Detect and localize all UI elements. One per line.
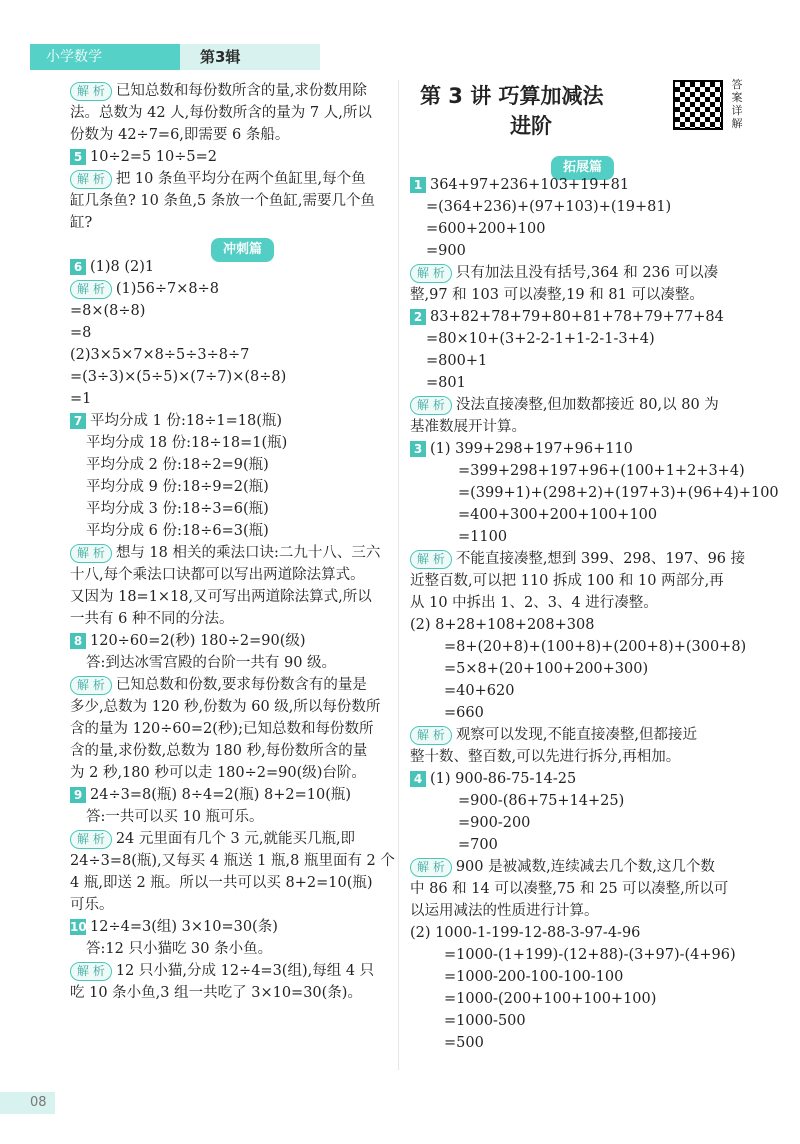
line-text: 中 86 和 14 可以凑整,75 和 25 可以凑整,所以可 xyxy=(410,881,729,897)
text-line xyxy=(410,658,755,680)
line-text: =660 xyxy=(444,705,484,721)
text-line xyxy=(410,966,755,988)
analysis-line xyxy=(70,278,415,300)
line-text: =5×8+(20+100+200+300) xyxy=(444,661,649,677)
text-line xyxy=(70,652,415,674)
problem-number: 9 xyxy=(70,787,86,803)
left-column xyxy=(70,80,415,1004)
text-line xyxy=(410,196,755,218)
line-text: =900 xyxy=(426,243,466,259)
line-text: =500 xyxy=(444,1035,484,1051)
line-text: (2) 8+28+108+208+308 xyxy=(410,617,595,633)
text-line xyxy=(410,812,755,834)
text-line xyxy=(410,944,755,966)
line-text: 从 10 中拆出 1、2、3、4 进行凑整。 xyxy=(410,595,658,611)
problem-line xyxy=(70,146,415,168)
problem-line xyxy=(70,916,415,938)
line-text: (1)8 (2)1 xyxy=(90,259,155,275)
analysis-badge: 解 析 xyxy=(70,82,112,101)
text-line xyxy=(410,702,755,724)
text-line xyxy=(410,218,755,240)
section-heading: 冲刺篇 xyxy=(211,238,274,262)
line-text: 12÷4=3(组) 3×10=30(条) xyxy=(90,919,278,935)
analysis-line xyxy=(410,394,755,416)
text-line xyxy=(410,328,755,350)
line-text: 24÷3=8(瓶),又每买 4 瓶送 1 瓶,8 瓶里面有 2 个 xyxy=(70,853,395,869)
analysis-badge: 解 析 xyxy=(70,544,112,563)
text-line xyxy=(70,894,415,916)
line-text: (2)3×5×7×8÷5÷3÷8÷7 xyxy=(70,347,250,363)
text-line xyxy=(410,350,755,372)
line-text: (1)56÷7×8÷8 xyxy=(115,281,219,297)
line-text: 近整百数,可以把 110 拆成 100 和 10 两部分,再 xyxy=(410,573,724,589)
line-text: 平均分成 2 份:18÷2=9(瓶) xyxy=(86,457,269,473)
line-text: 份数为 42÷7=6,即需要 6 条船。 xyxy=(70,127,290,143)
text-line xyxy=(410,680,755,702)
line-text: =80×10+(3+2-2-1+1-2-1-3+4) xyxy=(426,331,655,347)
line-text: 缸? xyxy=(70,215,93,231)
problem-number: 2 xyxy=(410,309,426,325)
line-text: 吃 10 条小鱼,3 组一共吃了 3×10=30(条)。 xyxy=(70,985,362,1001)
problem-line xyxy=(70,630,415,652)
line-text: 24 元里面有几个 3 元,就能买几瓶,即 xyxy=(115,831,356,847)
line-text: 可乐。 xyxy=(70,897,114,913)
line-text: =1000-(200+100+100+100) xyxy=(444,991,657,1007)
text-line xyxy=(70,454,415,476)
line-text: =900-200 xyxy=(458,815,531,831)
line-text: 10÷2=5 10÷5=2 xyxy=(90,149,218,165)
text-line xyxy=(70,476,415,498)
text-line xyxy=(410,526,755,548)
text-line xyxy=(70,520,415,542)
line-text: 十八,每个乘法口诀都可以写出两道除法算式。 xyxy=(70,567,365,583)
text-line xyxy=(70,432,415,454)
line-text: =40+620 xyxy=(444,683,515,699)
line-text: 83+82+78+79+80+81+78+79+77+84 xyxy=(430,309,724,325)
line-text: 答:到达冰雪宫殿的台阶一共有 90 级。 xyxy=(86,655,337,671)
problem-number: 10 xyxy=(70,920,87,934)
line-text: =900-(86+75+14+25) xyxy=(458,793,625,809)
right-content xyxy=(410,152,779,1054)
text-line xyxy=(410,614,755,636)
line-text: =1000-200-100-100-100 xyxy=(444,969,624,985)
problem-line xyxy=(410,768,755,790)
line-text: 不能直接凑整,想到 399、298、197、96 接 xyxy=(455,551,746,567)
lesson-subtitle: 进阶 xyxy=(510,114,552,138)
problem-line xyxy=(410,174,755,196)
line-text: 缸几条鱼? 10 条鱼,5 条放一个鱼缸,需要几个鱼 xyxy=(70,193,375,209)
analysis-badge: 解 析 xyxy=(410,396,452,415)
text-line xyxy=(410,570,755,592)
problem-number: 4 xyxy=(410,771,426,787)
analysis-line xyxy=(70,960,415,982)
text-line xyxy=(410,372,755,394)
line-text: =800+1 xyxy=(426,353,488,369)
analysis-line xyxy=(410,724,755,746)
text-line xyxy=(70,718,415,740)
right-column xyxy=(410,78,779,1054)
text-line xyxy=(70,872,415,894)
line-text: =(364+236)+(97+103)+(19+81) xyxy=(426,199,672,215)
line-text: 24÷3=8(瓶) 8÷4=2(瓶) 8+2=10(瓶) xyxy=(90,787,352,803)
text-line xyxy=(410,284,755,306)
line-text: =600+200+100 xyxy=(426,221,546,237)
problem-line xyxy=(70,410,415,432)
line-text: =8 xyxy=(70,325,92,341)
line-text: 平均分成 18 份:18÷18=1(瓶) xyxy=(86,435,288,451)
analysis-badge: 解 析 xyxy=(410,858,452,877)
line-text: 900 是被减数,连续减去几个数,这几个数 xyxy=(455,859,715,875)
qr-code-icon[interactable] xyxy=(673,80,723,130)
problem-line xyxy=(70,784,415,806)
line-text: 已知总数和每份数所含的量,求份数用除 xyxy=(115,83,367,99)
text-line xyxy=(70,388,415,410)
line-text: 4 瓶,即送 2 瓶。所以一共可以买 8+2=10(瓶) xyxy=(70,875,373,891)
problem-line xyxy=(410,438,755,460)
text-line xyxy=(70,102,415,124)
line-text: =1 xyxy=(70,391,92,407)
text-line xyxy=(70,190,415,212)
line-text: 基准数展开计算。 xyxy=(410,419,526,435)
analysis-badge: 解 析 xyxy=(410,726,452,745)
line-text: 含的量为 120÷60=2(秒);已知总数和每份数所 xyxy=(70,721,374,737)
text-line xyxy=(410,482,779,504)
text-line xyxy=(70,322,415,344)
problem-number: 1 xyxy=(410,177,426,193)
subject-label: 小学数学 xyxy=(30,44,180,70)
line-text: 想与 18 相关的乘法口诀:二九十八、三六 xyxy=(115,545,381,561)
text-line xyxy=(410,878,755,900)
analysis-line xyxy=(70,828,415,850)
text-line xyxy=(70,806,415,828)
section-heading-row xyxy=(70,234,415,256)
line-text: 多少,总数为 120 秒,份数为 60 级,所以每份数所 xyxy=(70,699,381,715)
line-text: 为 2 秒,180 秒可以走 180÷2=90(级)台阶。 xyxy=(70,765,366,781)
section-heading: 拓展篇 xyxy=(551,156,614,180)
line-text: (1) 399+298+197+96+110 xyxy=(430,441,633,457)
line-text: 以运用减法的性质进行计算。 xyxy=(410,903,599,919)
line-text: =(3÷3)×(5÷5)×(7÷7)×(8÷8) xyxy=(70,369,287,385)
text-line xyxy=(70,982,415,1004)
line-text: 已知总数和份数,要求每份数含有的量是 xyxy=(115,677,367,693)
line-text: =1100 xyxy=(458,529,508,545)
text-line xyxy=(410,1032,755,1054)
text-line xyxy=(410,504,755,526)
analysis-line xyxy=(70,542,415,564)
section-heading-row xyxy=(410,152,755,174)
line-text: =801 xyxy=(426,375,466,391)
line-text: 答:12 只小猫吃 30 条小鱼。 xyxy=(86,941,273,957)
line-text: =8+(20+8)+(100+8)+(200+8)+(300+8) xyxy=(444,639,747,655)
text-line xyxy=(70,850,415,872)
text-line xyxy=(70,740,415,762)
line-text: 把 10 条鱼平均分在两个鱼缸里,每个鱼 xyxy=(115,171,366,187)
text-line xyxy=(410,592,755,614)
analysis-line xyxy=(70,168,415,190)
line-text: (1) 900-86-75-14-25 xyxy=(430,771,577,787)
problem-number: 8 xyxy=(70,633,86,649)
line-text: =700 xyxy=(458,837,498,853)
line-text: 364+97+236+103+19+81 xyxy=(430,177,630,193)
text-line xyxy=(70,938,415,960)
line-text: =1000-500 xyxy=(444,1013,526,1029)
text-line xyxy=(410,922,755,944)
text-line xyxy=(410,834,755,856)
text-line xyxy=(70,608,415,630)
analysis-badge: 解 析 xyxy=(70,962,112,981)
qr-label: 答案详解 xyxy=(731,78,743,130)
problem-number: 5 xyxy=(70,149,86,165)
text-line xyxy=(410,460,755,482)
analysis-badge: 解 析 xyxy=(70,676,112,695)
volume-label: 第3辑 xyxy=(180,44,320,70)
line-text: 只有加法且没有括号,364 和 236 可以凑 xyxy=(455,265,719,281)
analysis-line xyxy=(70,80,415,102)
problem-line xyxy=(410,306,755,328)
page-number: 08 xyxy=(0,1092,55,1114)
line-text: =400+300+200+100+100 xyxy=(458,507,658,523)
line-text: (2) 1000-1-199-12-88-3-97-4-96 xyxy=(410,925,641,941)
line-text: 120÷60=2(秒) 180÷2=90(级) xyxy=(90,633,306,649)
text-line xyxy=(70,366,415,388)
line-text: 平均分成 9 份:18÷9=2(瓶) xyxy=(86,479,269,495)
header-band xyxy=(30,44,280,70)
problem-number: 6 xyxy=(70,259,86,275)
text-line xyxy=(70,586,415,608)
line-text: 法。总数为 42 人,每份数所含的量为 7 人,所以 xyxy=(70,105,372,121)
text-line xyxy=(70,212,415,234)
line-text: =8×(8÷8) xyxy=(70,303,146,319)
line-text: 观察可以发现,不能直接凑整,但都接近 xyxy=(455,727,698,743)
analysis-badge: 解 析 xyxy=(70,170,112,189)
analysis-badge: 解 析 xyxy=(410,264,452,283)
line-text: 平均分成 6 份:18÷6=3(瓶) xyxy=(86,523,269,539)
text-line xyxy=(70,300,415,322)
text-line xyxy=(410,746,755,768)
text-line xyxy=(410,416,755,438)
line-text: 平均分成 1 份:18÷1=18(瓶) xyxy=(90,413,283,429)
analysis-line xyxy=(410,856,755,878)
text-line xyxy=(70,124,415,146)
lesson-title-block xyxy=(410,80,755,150)
line-text: 答:一共可以买 10 瓶可乐。 xyxy=(86,809,264,825)
analysis-line xyxy=(410,548,755,570)
line-text: =(399+1)+(298+2)+(197+3)+(96+4)+100 xyxy=(458,485,779,501)
text-line xyxy=(410,636,755,658)
analysis-badge: 解 析 xyxy=(70,830,112,849)
analysis-line xyxy=(70,674,415,696)
problem-number: 3 xyxy=(410,441,426,457)
analysis-badge: 解 析 xyxy=(410,550,452,569)
line-text: =399+298+197+96+(100+1+2+3+4) xyxy=(458,463,745,479)
line-text: 整十数、整百数,可以先进行拆分,再相加。 xyxy=(410,749,681,765)
text-line xyxy=(70,696,415,718)
text-line xyxy=(70,762,415,784)
text-line xyxy=(410,900,755,922)
line-text: 12 只小猫,分成 12÷4=3(组),每组 4 只 xyxy=(115,963,375,979)
analysis-line xyxy=(410,262,755,284)
line-text: 又因为 18=1×18,又可写出两道除法算式,所以 xyxy=(70,589,372,605)
problem-number: 7 xyxy=(70,413,86,429)
text-line xyxy=(410,240,755,262)
line-text: 整,97 和 103 可以凑整,19 和 81 可以凑整。 xyxy=(410,287,704,303)
analysis-badge: 解 析 xyxy=(70,280,112,299)
line-text: =1000-(1+199)-(12+88)-(3+97)-(4+96) xyxy=(444,947,736,963)
line-text: 平均分成 3 份:18÷3=6(瓶) xyxy=(86,501,269,517)
line-text: 没法直接凑整,但加数都接近 80,以 80 为 xyxy=(455,397,719,413)
text-line xyxy=(70,564,415,586)
lesson-title: 第 3 讲 巧算加减法 xyxy=(420,84,604,108)
text-line xyxy=(410,988,755,1010)
text-line xyxy=(410,1010,755,1032)
line-text: 含的量,求份数,总数为 180 秒,每份数所含的量 xyxy=(70,743,368,759)
line-text: 一共有 6 种不同的分法。 xyxy=(70,611,234,627)
text-line xyxy=(70,344,415,366)
text-line xyxy=(70,498,415,520)
text-line xyxy=(410,790,755,812)
